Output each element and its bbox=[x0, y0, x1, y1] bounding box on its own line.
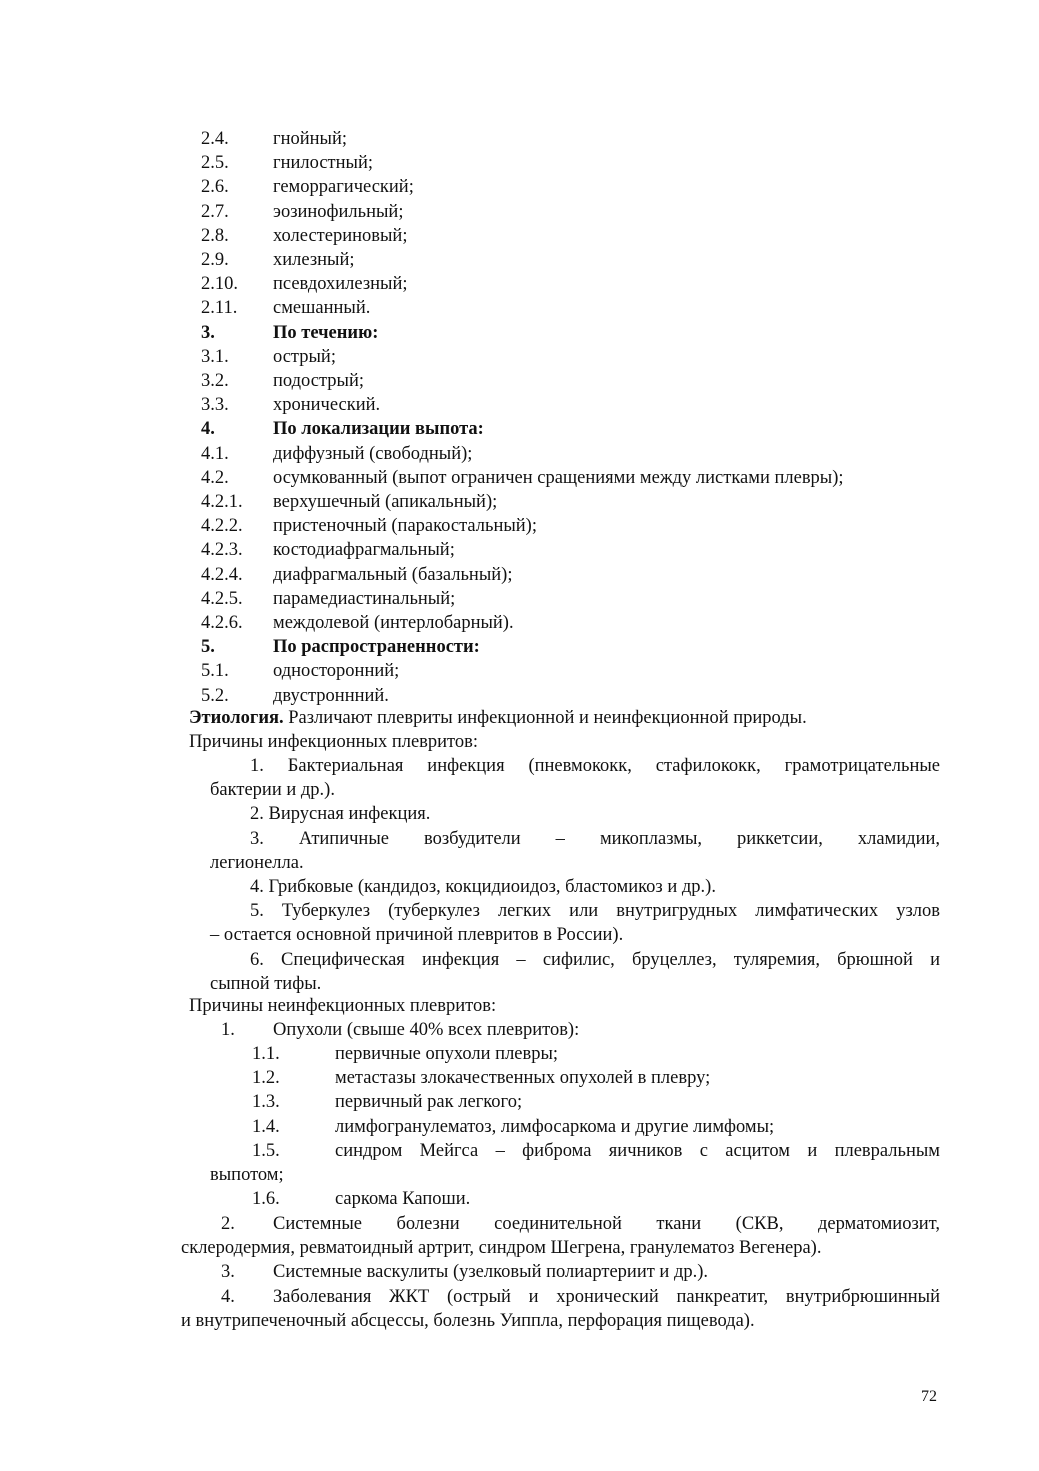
tumors-text: Опухоли (свыше 40% всех плевритов): bbox=[273, 1020, 580, 1040]
item-number: 2.9. bbox=[201, 250, 229, 270]
item-text: парамедиастинальный; bbox=[273, 588, 456, 609]
tumor-text: метастазы злокачественных опухолей в плевру; bbox=[335, 1068, 711, 1089]
item-number: 2.8. bbox=[201, 225, 229, 246]
etiology-paragraph bbox=[189, 706, 807, 730]
etiology-label: Этиология. bbox=[189, 708, 284, 728]
item-number: 4.2.6. bbox=[201, 613, 243, 633]
item-number: 3.1. bbox=[201, 346, 229, 367]
item-text: По течению: bbox=[273, 322, 379, 343]
cause-continuation: и внутрипеченочный абсцессы, болезнь Уиппла, перфорация пищевода). bbox=[181, 1310, 755, 1331]
tumor-number: 1.5. bbox=[252, 1140, 280, 1161]
tumor-number: 1.6. bbox=[252, 1189, 280, 1210]
item-number: 4. bbox=[201, 419, 215, 440]
item-number: 4.2. bbox=[201, 467, 229, 488]
infectious-cause-item: 2. Вирусная инфекция. bbox=[250, 804, 431, 825]
item-number: 4.2.4. bbox=[201, 564, 243, 585]
item-text: пристеночный (паракостальный); bbox=[273, 516, 537, 537]
infectious-cause-continuation: – остается основной причиной плевритов в России). bbox=[210, 925, 624, 946]
infectious-cause-item: 1. Бактериальная инфекция (пневмококк, стафилококк, грамотрицательные bbox=[250, 756, 940, 776]
cause-continuation: склеродермия, ревматоидный артрит, синдром Шегрена, гранулематоз Вегенера). bbox=[181, 1238, 822, 1259]
item-text: односторонний; bbox=[273, 661, 400, 682]
item-text: холестериновый; bbox=[273, 225, 408, 246]
item-number: 4.2.5. bbox=[201, 588, 243, 609]
item-number: 4.2.3. bbox=[201, 540, 243, 561]
item-number: 5.1. bbox=[201, 661, 229, 682]
item-text: двустроннний. bbox=[273, 685, 389, 706]
item-number: 5. bbox=[201, 637, 215, 658]
cause-number: 2. bbox=[221, 1214, 235, 1234]
item-text: гнилостный; bbox=[273, 153, 373, 174]
item-number: 4.2.2. bbox=[201, 516, 243, 537]
item-text: диффузный (свободный); bbox=[273, 443, 473, 464]
etiology-text: Различают плевриты инфекционной и неинфекционной природы. bbox=[283, 708, 807, 728]
cause-text: Системные болезни соединительной ткани (СКВ, дерматомиозит, bbox=[273, 1214, 940, 1234]
tumor-text: первичный рак легкого; bbox=[335, 1092, 523, 1113]
tumor-text: первичные опухоли плевры; bbox=[335, 1044, 559, 1064]
infectious-cause-continuation: легионелла. bbox=[210, 852, 304, 873]
item-text: По распространенности: bbox=[273, 637, 480, 658]
item-text: острый; bbox=[273, 346, 336, 367]
infectious-cause-item: 4. Грибковые (кандидоз, кокцидиоидоз, бластомикоз и др.). bbox=[250, 877, 716, 897]
item-number: 4.2.1. bbox=[201, 492, 243, 512]
item-number: 2.5. bbox=[201, 153, 229, 174]
item-text: хронический. bbox=[273, 395, 381, 416]
tumor-continuation: выпотом; bbox=[210, 1165, 284, 1185]
item-number: 3.3. bbox=[201, 395, 229, 416]
item-text: эозинофильный; bbox=[273, 201, 404, 222]
item-text: осумкованный (выпот ограничен сращениями между листками плевры); bbox=[273, 467, 844, 488]
item-text: хилезный; bbox=[273, 250, 355, 270]
noninfectious-heading: Причины неинфекционных плевритов: bbox=[189, 996, 497, 1016]
infectious-cause-item: 3. Атипичные возбудители – микоплазмы, риккетсии, хламидии, bbox=[250, 828, 940, 849]
cause-number: 3. bbox=[221, 1262, 235, 1283]
page-number: 72 bbox=[921, 1388, 937, 1405]
item-number: 2.7. bbox=[201, 201, 229, 222]
item-number: 3. bbox=[201, 322, 215, 343]
tumor-number: 1.2. bbox=[252, 1068, 280, 1089]
tumor-text: саркома Капоши. bbox=[335, 1189, 471, 1210]
item-number: 4.1. bbox=[201, 443, 229, 464]
tumor-number: 1.1. bbox=[252, 1044, 280, 1064]
item-text: смешанный. bbox=[273, 298, 371, 319]
tumor-text: синдром Мейгса – фиброма яичников с асцитом и плевральным bbox=[335, 1140, 940, 1161]
item-number: 2.10. bbox=[201, 274, 238, 295]
item-text: верхушечный (апикальный); bbox=[273, 492, 498, 512]
item-text: междолевой (интерлобарный). bbox=[273, 613, 514, 633]
tumor-number: 1.3. bbox=[252, 1092, 280, 1113]
infectious-heading: Причины инфекционных плевритов: bbox=[189, 732, 479, 752]
cause-text: Системные васкулиты (узелковый полиартериит и др.). bbox=[273, 1262, 709, 1283]
infectious-cause-continuation: бактерии и др.). bbox=[210, 780, 335, 801]
cause-text: Заболевания ЖКТ (острый и хронический панкреатит, внутрибрюшинный bbox=[273, 1286, 940, 1307]
tumor-text: лимфогранулематоз, лимфосаркома и другие лимфомы; bbox=[335, 1116, 775, 1137]
tumor-number: 1.4. bbox=[252, 1116, 280, 1137]
item-number: 2.4. bbox=[201, 129, 229, 149]
item-text: подострый; bbox=[273, 371, 364, 391]
item-text: гнойный; bbox=[273, 129, 348, 149]
infectious-cause-continuation: сыпной тифы. bbox=[210, 973, 322, 994]
item-number: 3.2. bbox=[201, 371, 229, 391]
cause-number: 4. bbox=[221, 1286, 235, 1307]
item-text: По локализации выпота: bbox=[273, 419, 484, 440]
item-text: псевдохилезный; bbox=[273, 274, 408, 295]
item-number: 5.2. bbox=[201, 685, 229, 706]
item-number: 2.11. bbox=[201, 298, 238, 319]
item-text: костодиафрагмальный; bbox=[273, 540, 455, 561]
item-number: 2.6. bbox=[201, 177, 229, 198]
infectious-cause-item: 6. Специфическая инфекция – сифилис, бруцеллез, туляремия, брюшной и bbox=[250, 949, 940, 970]
tumors-number: 1. bbox=[221, 1020, 235, 1040]
infectious-cause-item: 5. Туберкулез (туберкулез легких или внутригрудных лимфатических узлов bbox=[250, 901, 940, 922]
item-text: геморрагический; bbox=[273, 177, 414, 198]
item-text: диафрагмальный (базальный); bbox=[273, 564, 513, 585]
